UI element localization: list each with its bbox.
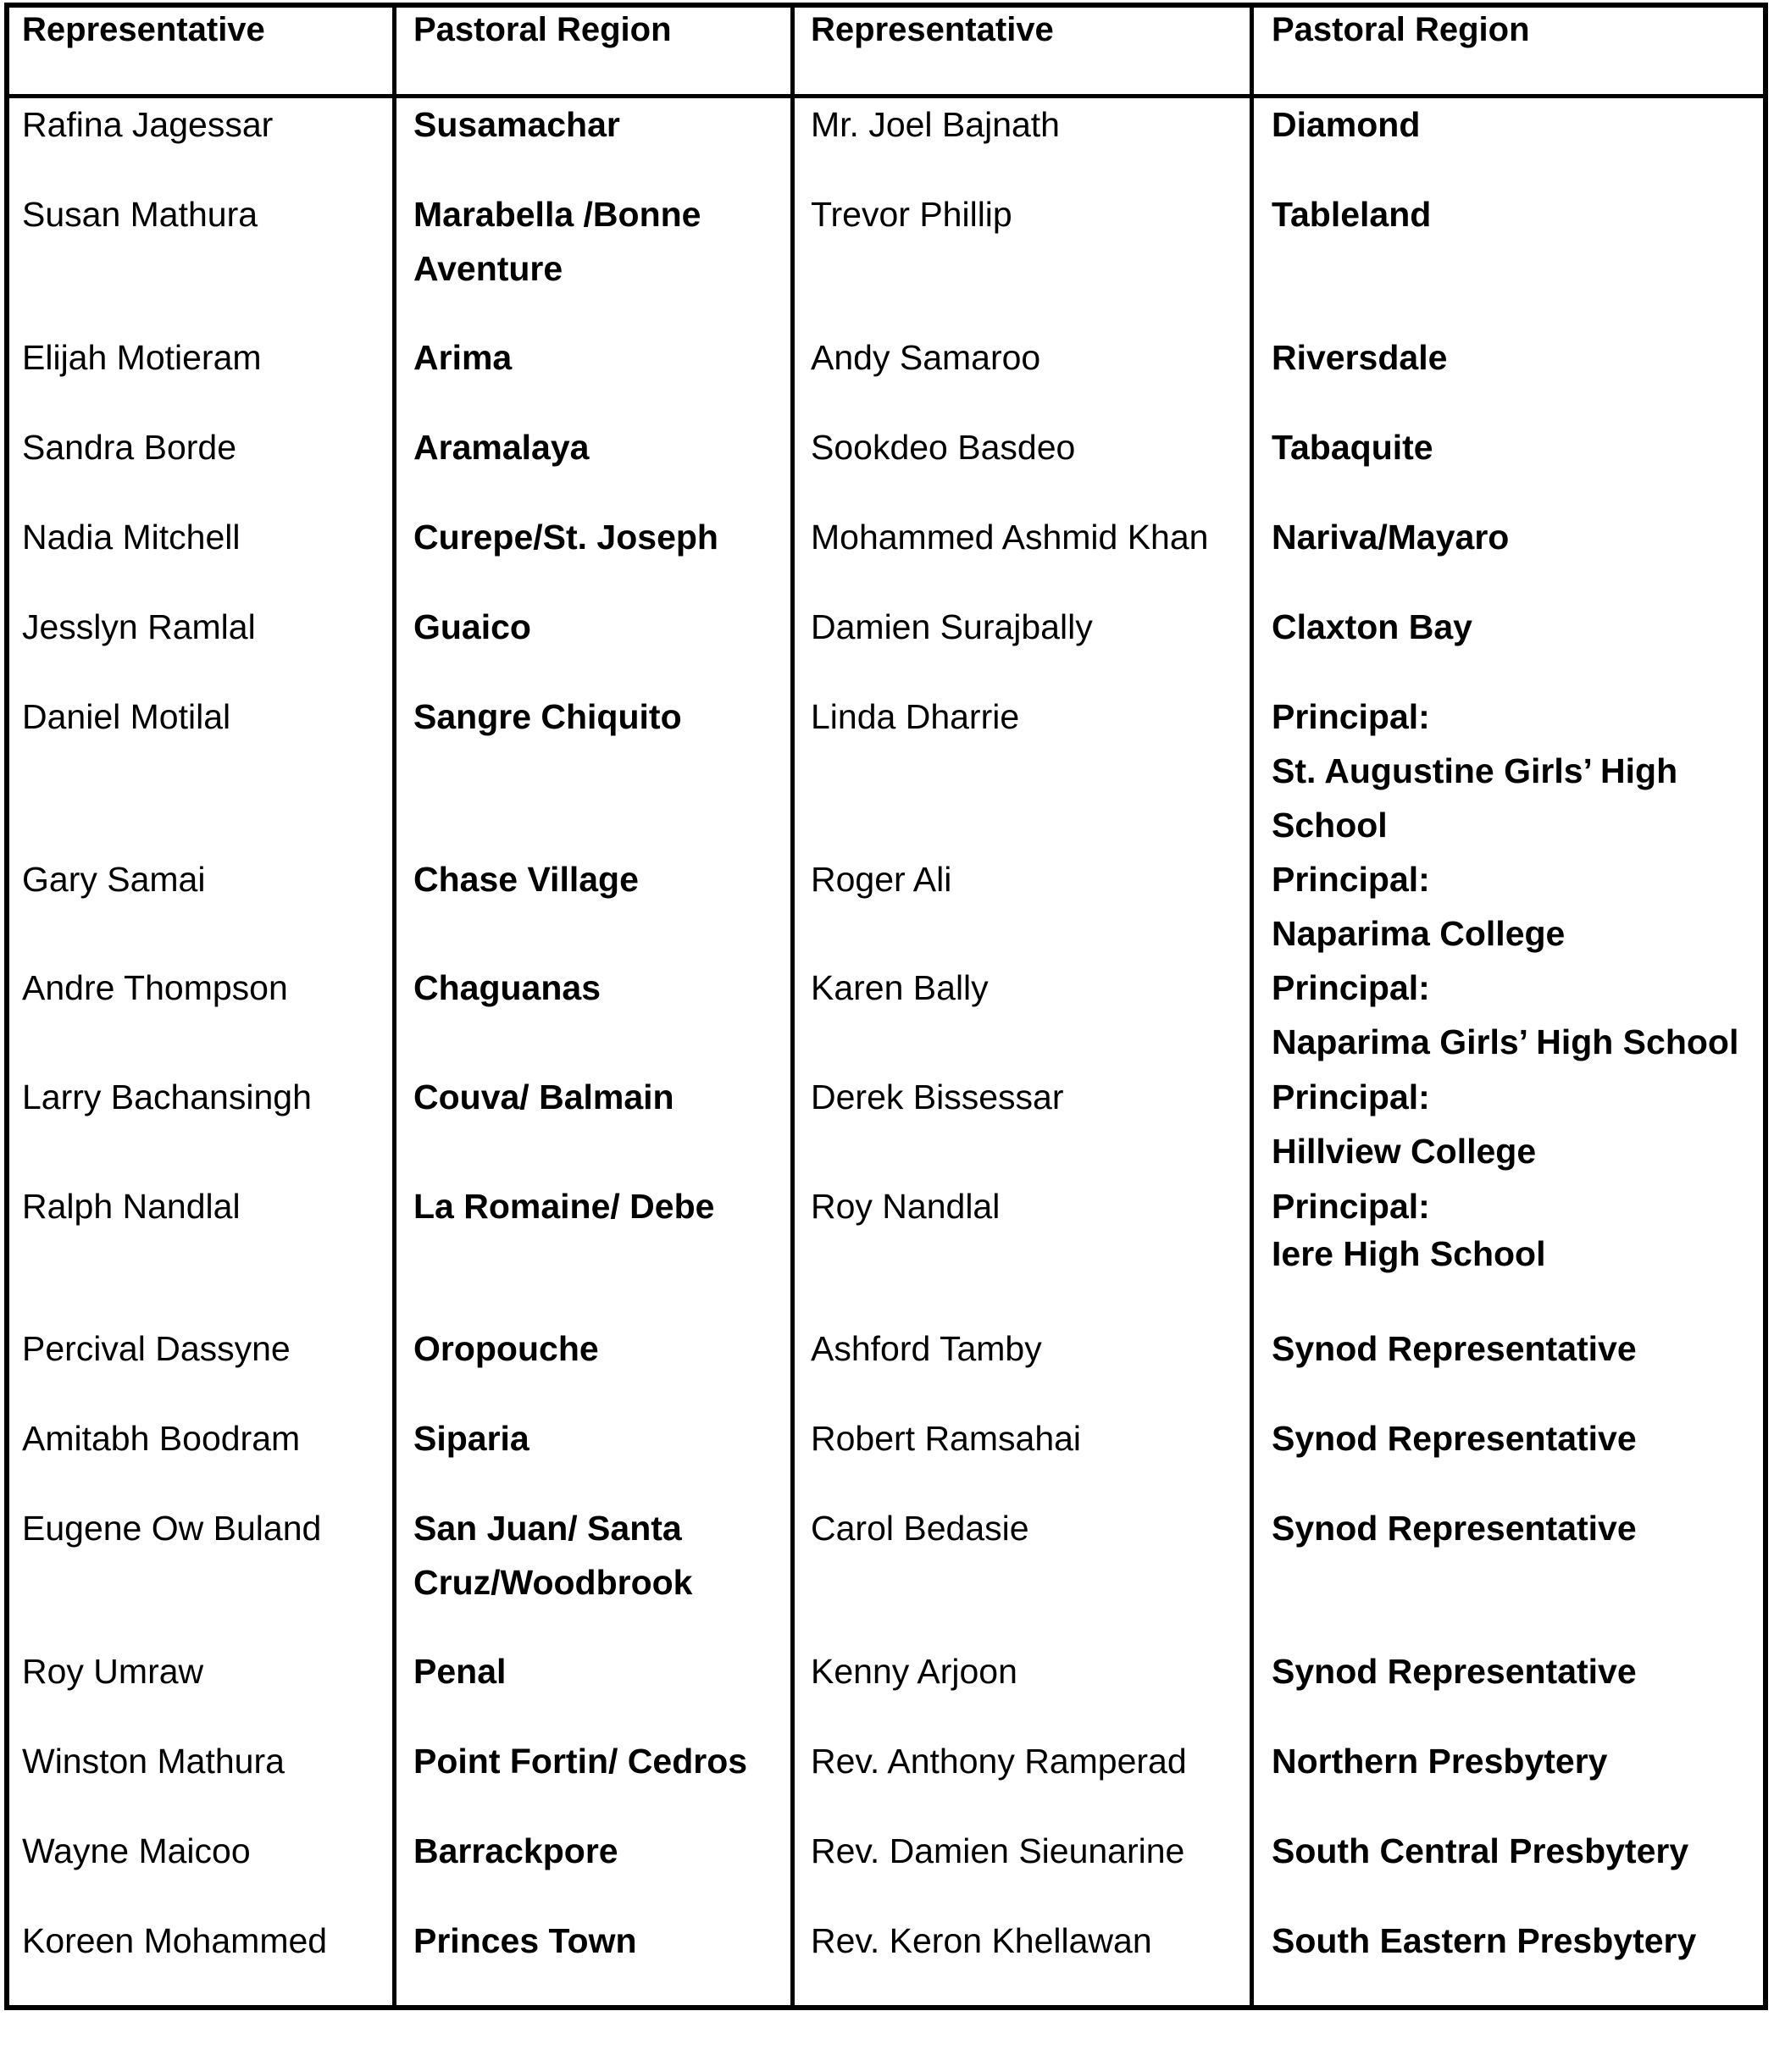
header-representative-2: Representative	[811, 11, 1054, 48]
cell-representative: Damien Surajbally	[811, 607, 1093, 646]
cell-pastoral-region: Claxton Bay	[1272, 607, 1472, 646]
cell-representative: Daniel Motilal	[22, 697, 231, 736]
cell-representative: Carol Bedasie	[811, 1509, 1029, 1548]
cell-pastoral-region: Curepe/St. Joseph	[413, 518, 718, 557]
cell-representative: Robert Ramsahai	[811, 1419, 1082, 1458]
cell-representative: Rev. Damien Sieunarine	[811, 1831, 1185, 1870]
cell-pastoral-region: Principal:	[1272, 860, 1430, 899]
cell-representative: Roger Ali	[811, 860, 952, 899]
cell-pastoral-region: Penal	[413, 1652, 507, 1691]
cell-pastoral-region: Principal:	[1272, 1078, 1430, 1116]
cell-pastoral-region: Chaguanas	[413, 968, 601, 1007]
cell-representative: Amitabh Boodram	[22, 1419, 301, 1458]
cell-representative: Sandra Borde	[22, 428, 237, 467]
cell-pastoral-region: Aramalaya	[413, 428, 590, 467]
cell-representative: Mohammed Ashmid Khan	[811, 518, 1209, 557]
cell-representative: Nadia Mitchell	[22, 518, 241, 557]
cell-pastoral-region: Iere High School	[1272, 1234, 1546, 1273]
header-pastoral-region-1: Pastoral Region	[413, 11, 672, 48]
cell-pastoral-region: Princes Town	[413, 1921, 637, 1960]
cell-representative: Jesslyn Ramlal	[22, 607, 256, 646]
cell-representative: Mr. Joel Bajnath	[811, 105, 1060, 144]
cell-pastoral-region: San Juan/ Santa	[413, 1509, 682, 1548]
cell-pastoral-region: Barrackpore	[413, 1831, 618, 1870]
cell-pastoral-region: Couva/ Balmain	[413, 1078, 674, 1116]
cell-representative: Rafina Jagessar	[22, 105, 274, 144]
cell-pastoral-region: Synod Representative	[1272, 1329, 1637, 1368]
cell-representative: Susan Mathura	[22, 195, 258, 234]
cell-representative: Eugene Ow Buland	[22, 1509, 322, 1548]
cell-pastoral-region: Siparia	[413, 1419, 529, 1458]
cell-pastoral-region: Guaico	[413, 607, 531, 646]
cell-representative: Andre Thompson	[22, 968, 288, 1007]
cell-pastoral-region: Principal:	[1272, 968, 1430, 1007]
cell-pastoral-region: Tableland	[1272, 195, 1432, 234]
cell-pastoral-region: Sangre Chiquito	[413, 697, 682, 736]
cell-representative: Wayne Maicoo	[22, 1831, 251, 1870]
cell-representative: Kenny Arjoon	[811, 1652, 1017, 1691]
cell-pastoral-region: Hillview College	[1272, 1132, 1537, 1171]
header-representative-1: Representative	[22, 11, 265, 48]
cell-pastoral-region: South Central Presbytery	[1272, 1831, 1689, 1870]
cell-representative: Roy Nandlal	[811, 1187, 1001, 1226]
cell-pastoral-region: School	[1272, 806, 1388, 845]
cell-representative: Rev. Keron Khellawan	[811, 1921, 1152, 1960]
cell-representative: Ashford Tamby	[811, 1329, 1042, 1368]
cell-pastoral-region: Naparima Girls’ High School	[1272, 1022, 1739, 1061]
cell-representative: Karen Bally	[811, 968, 989, 1007]
cell-representative: Rev. Anthony Ramperad	[811, 1742, 1187, 1781]
cell-representative: Derek Bissessar	[811, 1078, 1064, 1116]
cell-pastoral-region: Oropouche	[413, 1329, 599, 1368]
cell-pastoral-region: Point Fortin/ Cedros	[413, 1742, 748, 1781]
cell-pastoral-region: Synod Representative	[1272, 1652, 1637, 1691]
cell-pastoral-region: Synod Representative	[1272, 1419, 1637, 1458]
cell-representative: Elijah Motieram	[22, 338, 262, 377]
cell-representative: Andy Samaroo	[811, 338, 1041, 377]
cell-representative: Trevor Phillip	[811, 195, 1012, 234]
cell-pastoral-region: Tabaquite	[1272, 428, 1433, 467]
cell-pastoral-region: Diamond	[1272, 105, 1421, 144]
cell-representative: Sookdeo Basdeo	[811, 428, 1076, 467]
cell-pastoral-region: La Romaine/ Debe	[413, 1187, 715, 1226]
cell-representative: Percival Dassyne	[22, 1329, 291, 1368]
cell-representative: Linda Dharrie	[811, 697, 1020, 736]
cell-pastoral-region: St. Augustine Girls’ High	[1272, 751, 1678, 790]
cell-pastoral-region: Cruz/Woodbrook	[413, 1563, 693, 1602]
cell-pastoral-region: Synod Representative	[1272, 1509, 1637, 1548]
header-pastoral-region-2: Pastoral Region	[1272, 11, 1530, 48]
cell-representative: Gary Samai	[22, 860, 206, 899]
cell-pastoral-region: Aventure	[413, 249, 563, 288]
cell-representative: Roy Umraw	[22, 1652, 204, 1691]
cell-representative: Winston Mathura	[22, 1742, 285, 1781]
cell-representative: Larry Bachansingh	[22, 1078, 312, 1116]
cell-pastoral-region: Naparima College	[1272, 914, 1566, 953]
cell-representative: Ralph Nandlal	[22, 1187, 241, 1226]
cell-pastoral-region: Nariva/Mayaro	[1272, 518, 1510, 557]
column-divider	[790, 3, 795, 2010]
cell-pastoral-region: Arima	[413, 338, 513, 377]
cell-pastoral-region: Northern Presbytery	[1272, 1742, 1608, 1781]
cell-representative: Koreen Mohammed	[22, 1921, 328, 1960]
cell-pastoral-region: Principal:	[1272, 697, 1430, 736]
cell-pastoral-region: Principal:	[1272, 1187, 1430, 1226]
cell-pastoral-region: South Eastern Presbytery	[1272, 1921, 1697, 1960]
cell-pastoral-region: Marabella /Bonne	[413, 195, 701, 234]
cell-pastoral-region: Chase Village	[413, 860, 639, 899]
cell-pastoral-region: Riversdale	[1272, 338, 1448, 377]
column-divider	[392, 3, 396, 2010]
column-divider	[1250, 3, 1254, 2010]
cell-pastoral-region: Susamachar	[413, 105, 620, 144]
